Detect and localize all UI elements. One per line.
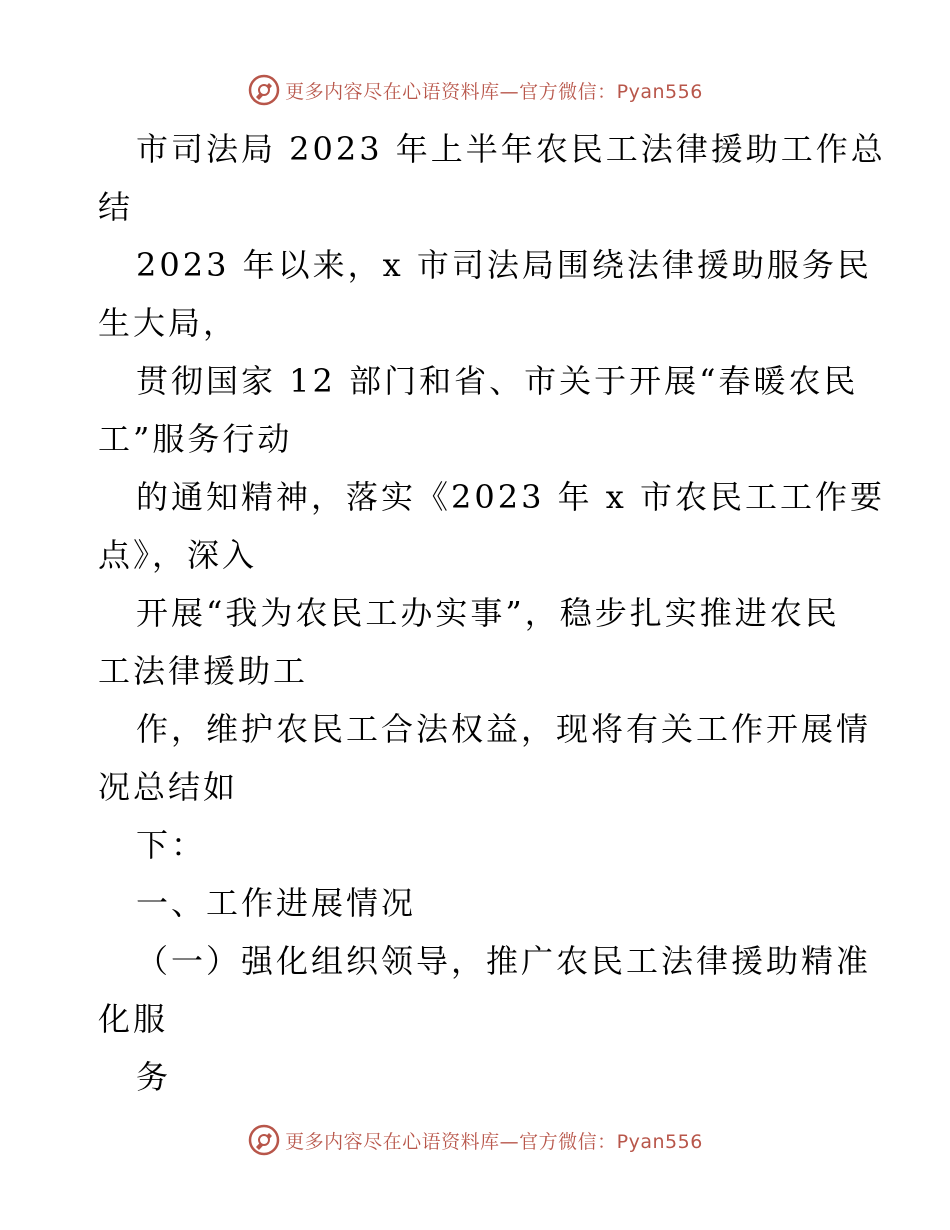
text-line: 市司法局 2023 年上半年农民工法律援助工作总 (136, 130, 886, 168)
section-heading: 一、工作进展情况 (136, 884, 417, 922)
text-line: 工”服务行动 (98, 420, 293, 458)
banner-text: 更多内容尽在心语资料库—官方微信：Pyan556 (285, 1130, 703, 1153)
text-line: 作，维护农民工合法权益，现将有关工作开展情 (136, 710, 872, 748)
text-line: 工法律援助工 (98, 652, 309, 690)
text-line: 生大局， (98, 304, 239, 342)
banner-text: 更多内容尽在心语资料库—官方微信：Pyan556 (285, 80, 703, 103)
text-line: 务 (136, 1058, 172, 1096)
header-banner (0, 68, 950, 112)
text-line: 况总结如 (98, 768, 239, 806)
text-line: 的通知精神，落实《2023 年 x 市农民工工作要 (136, 478, 886, 516)
text-line: 2023 年以来，x 市司法局围绕法律援助服务民 (136, 246, 872, 284)
text-line: 贯彻国家 12 部门和省、市关于开展“春暖农民 (136, 362, 859, 400)
footer-banner (0, 1118, 950, 1162)
document-body (98, 120, 886, 1106)
pen-seal-logo-icon (247, 73, 281, 107)
text-line: 开展“我为农民工办实事”，稳步扎实推进农民 (136, 594, 840, 632)
text-line: 结 (98, 188, 134, 226)
text-line: 下： (136, 826, 207, 864)
text-line: 化服 (98, 1000, 169, 1038)
subsection-heading: （一）强化组织领导，推广农民工法律援助精准 (136, 942, 872, 980)
pen-seal-logo-icon (247, 1123, 281, 1157)
text-line: 点》，深入 (98, 536, 258, 574)
